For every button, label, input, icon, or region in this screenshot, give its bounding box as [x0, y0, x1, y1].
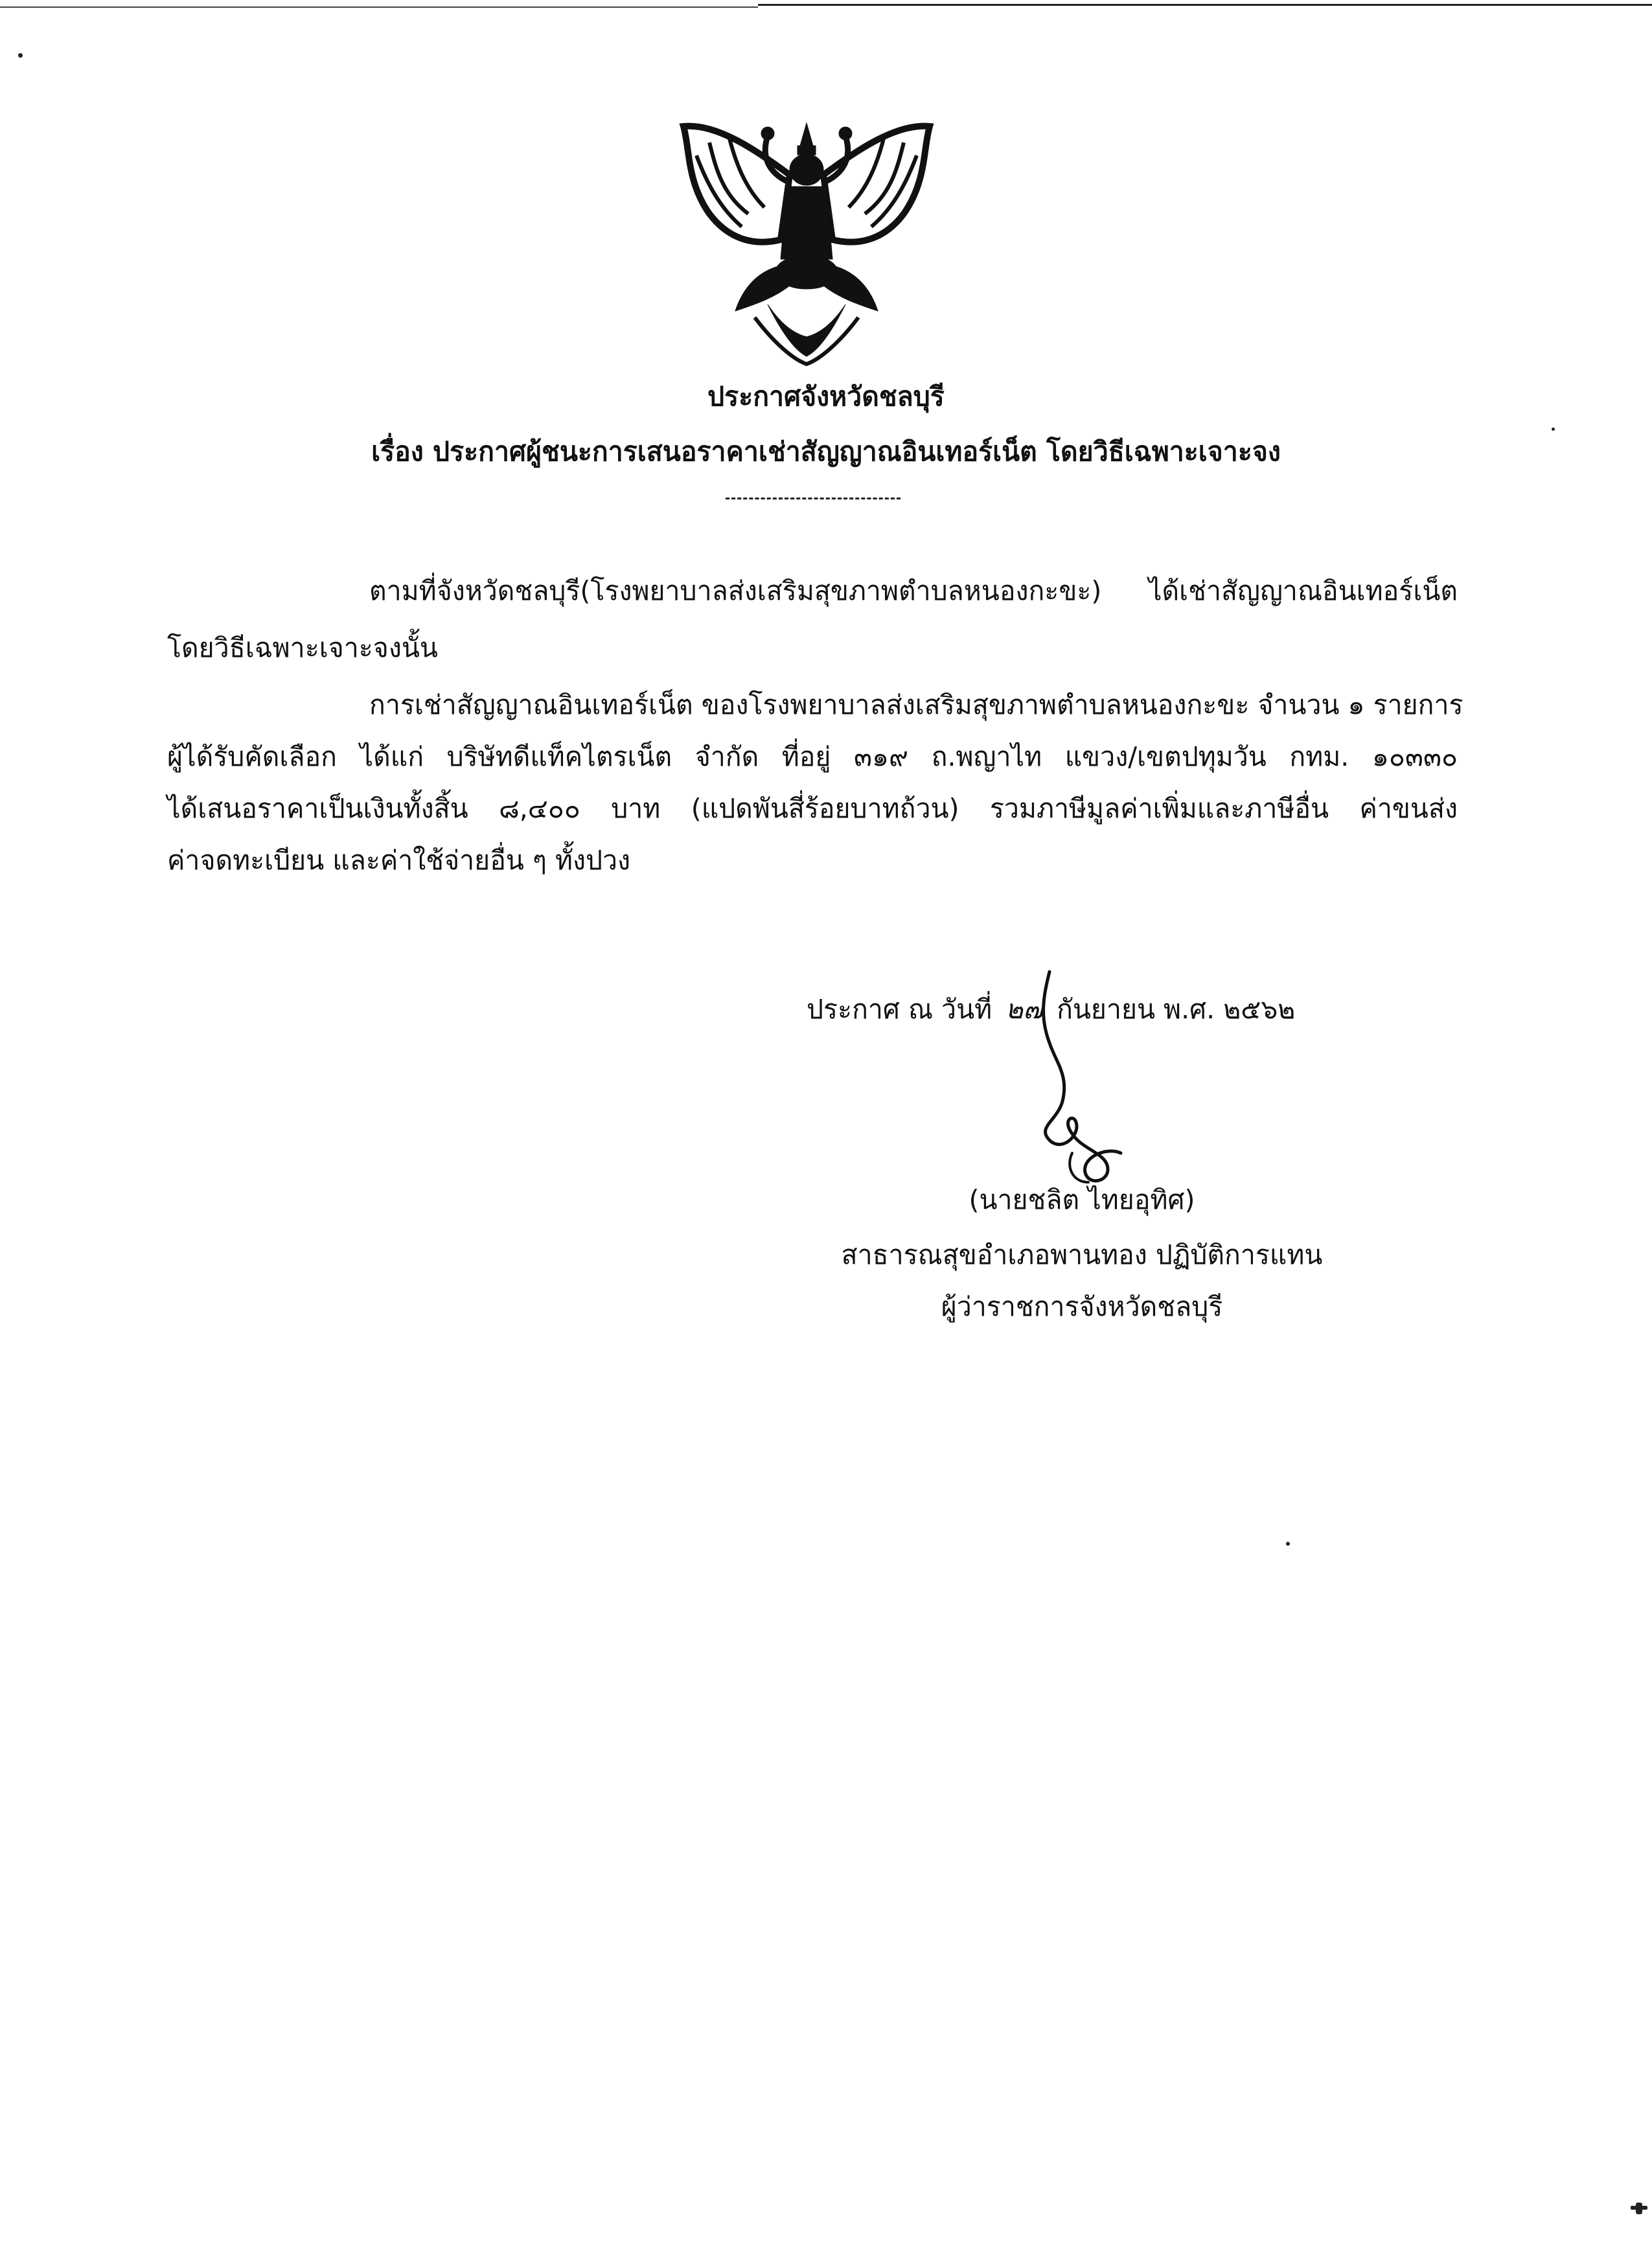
scan-speck: [1286, 1542, 1290, 1546]
heading-separator: [726, 498, 901, 499]
announcement-subject: เรื่อง ประกาศผู้ชนะการเสนอราคาเช่าสัญญาณอินเทอร์เน็ต โดยวิธีเฉพาะเจาะจง: [371, 436, 1281, 467]
paragraph-1-line-1: ตามที่จังหวัดชลบุรี(โรงพยาบาลส่งเสริมสุขภาพตำบลหนองกะขะ) ได้เช่าสัญญาณอินเทอร์เน็ต: [369, 575, 1458, 606]
scan-edge-line: [0, 6, 758, 8]
date-day: ๒๗: [1005, 994, 1044, 1025]
date-month-year: กันยายน พ.ศ. ๒๕๖๒: [1057, 994, 1296, 1025]
garuda-emblem-icon: [671, 110, 943, 369]
paragraph-2-line-1: การเช่าสัญญาณอินเทอร์เน็ต ของโรงพยาบาลส่งเสริมสุขภาพตำบลหนองกะขะ จำนวน ๑ รายการ: [369, 689, 1463, 720]
paragraph-1-line-2: โดยวิธีเฉพาะเจาะจงนั้น: [167, 632, 438, 663]
paragraph-2-line-2: ผู้ได้รับคัดเลือก ได้แก่ บริษัทดีแท็คไตรเน็ต จำกัด ที่อยู่ ๓๑๙ ถ.พญาไท แขวง/เขตปทุมวัน กทม. ๑๐๓๓๐: [167, 741, 1458, 772]
signatory-office: ผู้ว่าราชการจังหวัดชลบุรี: [941, 1291, 1223, 1322]
signatory-position: สาธารณสุขอำเภอพานทอง ปฏิบัติการแทน: [841, 1239, 1323, 1270]
scan-edge-line: [758, 4, 1652, 6]
scan-speck: [18, 53, 23, 58]
scan-speck: [1631, 2206, 1647, 2210]
signatory-name: (นายชลิต ไทยอุทิศ): [969, 1184, 1195, 1215]
date-prefix: ประกาศ ณ วันที่: [807, 994, 992, 1025]
paragraph-2-line-3: ได้เสนอราคาเป็นเงินทั้งสิ้น ๘,๔๐๐ บาท (แปดพันสี่ร้อยบาทถ้วน) รวมภาษีมูลค่าเพิ่มและภาษีอื่น ค่าขนส่ง: [167, 793, 1458, 824]
announcement-title: ประกาศจังหวัดชลบุรี: [707, 381, 945, 412]
handwritten-signature: [1011, 959, 1153, 1192]
paragraph-2-line-4: ค่าจดทะเบียน และค่าใช้จ่ายอื่น ๆ ทั้งปวง: [167, 845, 631, 876]
